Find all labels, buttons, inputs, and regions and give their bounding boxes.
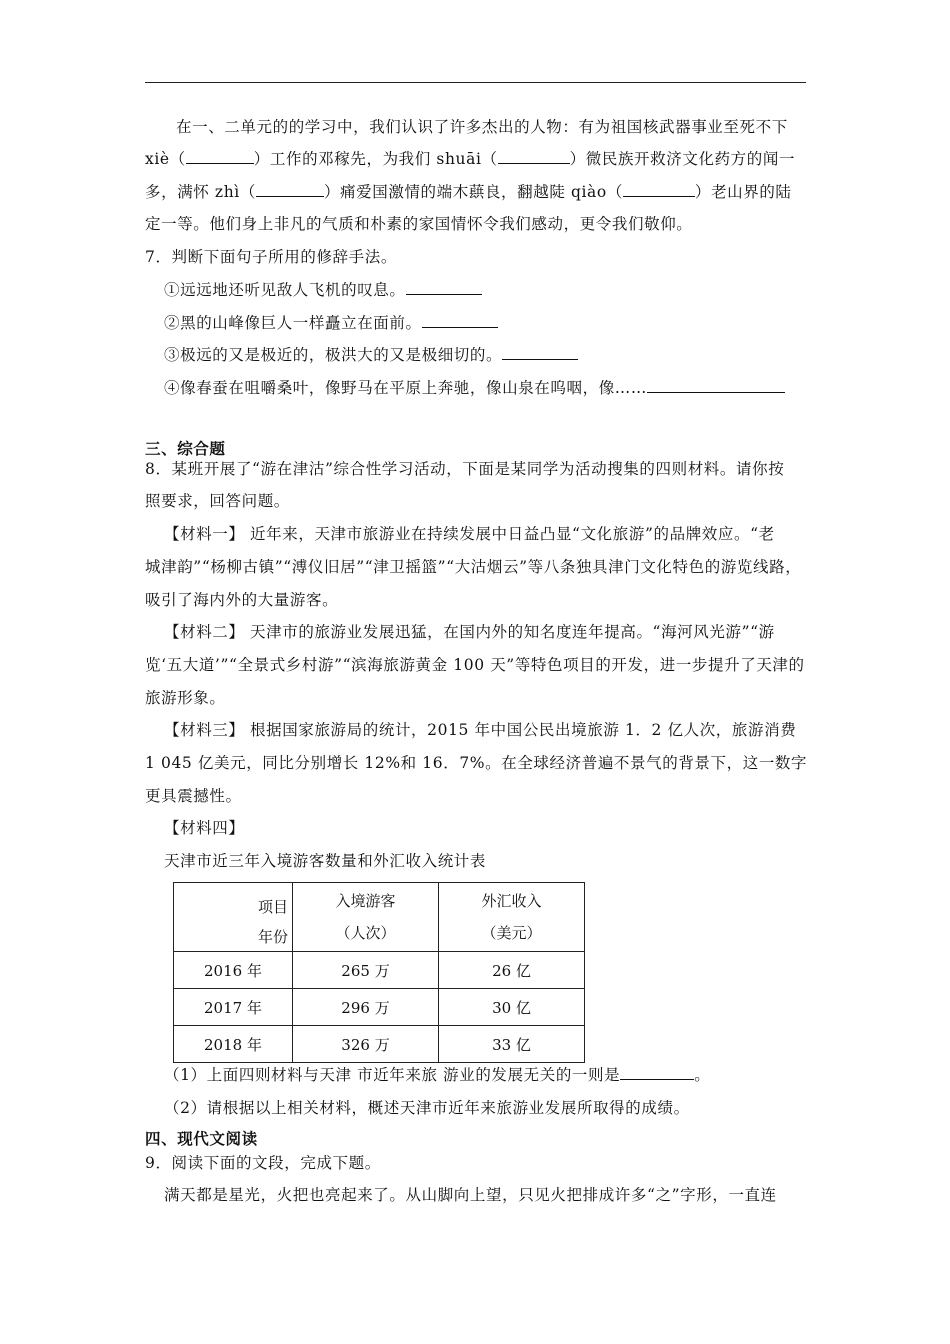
q8-line-2: 照要求，回答问题。 <box>145 492 290 510</box>
material-1-line-3: 吸引了海内外的大量游客。 <box>145 591 339 609</box>
material-4-tag: 【材料四】 <box>164 819 245 837</box>
q7-item-4: ④像春蚕在咀嚼桑叶，像野马在平原上奔驰，像山泉在呜咽，像…… <box>164 377 829 399</box>
intro-line-2: xiè（ ）工作的邓稼先，为我们 shuāi（ ）微民族开救济文化药方的闻一 <box>145 150 796 168</box>
answer-blank[interactable] <box>498 148 570 164</box>
cell-visitors: 296 万 <box>293 989 439 1026</box>
header-income-unit: （美元） <box>481 924 542 942</box>
q8-sub-1: （1）上面四则材料与天津 市近年来旅 游业的发展无关的一则是 。 <box>164 1066 711 1084</box>
table-header-visitors <box>293 883 439 952</box>
section-4-title: 四、现代文阅读 <box>145 1129 258 1148</box>
q8-line-1: 8．某班开展了“游在津沽”综合性学习活动，下面是某同学为活动搜集的四则材料。请你按 <box>145 460 785 478</box>
material-3-line-1: 【材料三】 根据国家旅游局的统计，2015 年中国公民出境旅游 1．2 亿人次，旅游消费 <box>164 721 797 739</box>
cell-visitors: 265 万 <box>293 952 439 989</box>
table-header-income <box>439 883 585 952</box>
table-row <box>174 952 585 989</box>
q7-item-1: ①远远地还听见敌人飞机的叹息。 <box>164 279 829 301</box>
cell-income: 30 亿 <box>439 989 585 1026</box>
header-visitors-title: 入境游客 <box>335 892 396 910</box>
material-2-line-2: 览‘五大道’”“全景式乡村游”“滨海旅游黄金 100 天”等特色项目的开发，进一步提升了天津的 <box>145 656 805 674</box>
cell-year: 2016 年 <box>174 952 293 989</box>
cell-year: 2018 年 <box>174 1026 293 1063</box>
cell-year: 2017 年 <box>174 989 293 1026</box>
header-income-title: 外汇收入 <box>481 892 542 910</box>
material-2-line-3: 旅游形象。 <box>145 689 226 707</box>
intro-line-4: 定一等。他们身上非凡的气质和朴素的家国情怀令我们感动，更令我们敬仰。 <box>145 215 693 233</box>
stats-table <box>173 882 585 1063</box>
material-2-line-1: 【材料二】 天津市的旅游业发展迅猛，在国内外的知名度连年提高。“海河风光游”“游 <box>164 623 775 641</box>
answer-blank[interactable] <box>422 312 498 328</box>
answer-blank[interactable] <box>186 148 254 164</box>
header-visitors-unit: （人次） <box>335 924 396 942</box>
cell-income: 33 亿 <box>439 1026 585 1063</box>
q9-stem: 9．阅读下面的文段，完成下题。 <box>145 1154 381 1172</box>
passage-line-1: 满天都是星光，火把也亮起来了。从山脚向上望，只见火把排成许多“之”字形，一直连 <box>164 1186 777 1204</box>
header-rule <box>145 82 806 83</box>
intro-line-1: 在一、二单元的的学习中，我们认识了许多杰出的人物：有为祖国核武器事业至死不下 <box>176 118 788 136</box>
header-item-label: 项目 <box>257 898 288 916</box>
q7-item-2: ②黑的山峰像巨人一样矗立在面前。 <box>164 312 829 334</box>
cell-income: 26 亿 <box>439 952 585 989</box>
q8-sub-2: （2）请根据以上相关材料，概述天津市近年来旅游业发展所取得的成绩。 <box>164 1099 690 1117</box>
answer-blank[interactable] <box>406 279 482 295</box>
table-header-row <box>174 883 585 952</box>
table-row <box>174 989 585 1026</box>
material-1-line-1: 【材料一】 近年来，天津市旅游业在持续发展中日益凸显“文化旅游”的品牌效应。“老 <box>164 525 775 543</box>
answer-blank[interactable] <box>256 181 324 197</box>
cell-visitors: 326 万 <box>293 1026 439 1063</box>
answer-blank[interactable] <box>620 1064 694 1080</box>
answer-blank[interactable] <box>502 344 578 360</box>
section-3-title: 三、综合题 <box>145 439 226 458</box>
table-caption: 天津市近三年入境游客数量和外汇收入统计表 <box>164 852 487 870</box>
answer-blank[interactable] <box>647 377 785 393</box>
q7-item-3: ③极远的又是极近的，极洪大的又是极细切的。 <box>164 344 829 366</box>
material-3-line-3: 更具震撼性。 <box>145 787 242 805</box>
intro-line-3: 多，满怀 zhì（ ）痛爱国激情的端木蕻良，翻越陡 qiào（ ）老山界的陆 <box>145 183 792 201</box>
table-header-corner <box>174 883 293 952</box>
q7-stem: 7．判断下面句子所用的修辞手法。 <box>145 248 397 266</box>
answer-blank[interactable] <box>623 181 695 197</box>
material-1-line-2: 城津韵”“杨柳古镇”“溥仪旧居”“津卫摇篮”“大沽烟云”等八条独具津门文化特色的游览线路， <box>145 558 802 576</box>
material-3-line-2: 1 045 亿美元，同比分别增长 12%和 16．7%。在全球经济普遍不景气的背景下，这一数字 <box>145 754 808 772</box>
header-year-label: 年份 <box>257 928 288 946</box>
table-row <box>174 1026 585 1063</box>
